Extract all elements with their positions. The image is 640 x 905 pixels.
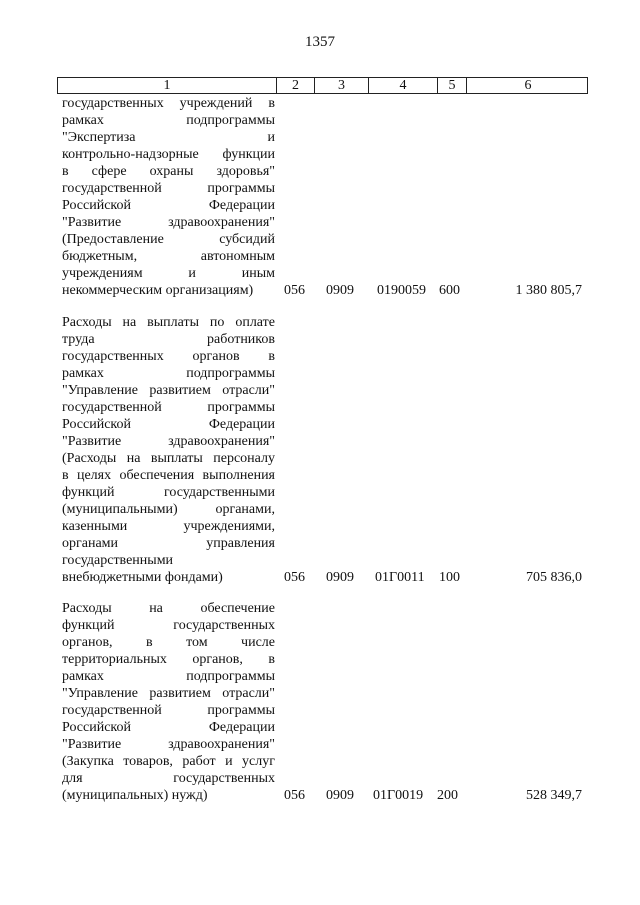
row-2-line: внебюджетными фондами) [62, 570, 223, 585]
row-2-line: органами управления [62, 536, 275, 551]
row-2-line: рамках подпрограммы [62, 366, 275, 381]
row-3-line: (муниципальных) нужд) [62, 788, 208, 803]
row-1-col-5: 600 [439, 283, 460, 298]
row-2-line: в целях обеспечения выполнения [62, 468, 275, 483]
row-1-col-6: 1 380 805,7 [515, 283, 582, 298]
row-1-col-2: 056 [284, 283, 305, 298]
row-3-col-2: 056 [284, 788, 305, 803]
row-1-line: "Развитие здравоохранения" [62, 215, 275, 230]
row-2-col-4: 01Г0011 [375, 570, 425, 585]
page-number: 1357 [305, 34, 335, 50]
header-col-4: 4 [368, 78, 437, 93]
row-1-col-4: 0190059 [377, 283, 426, 298]
row-1-description [62, 95, 275, 299]
row-2-line: (муниципальными) органами, [62, 502, 275, 517]
row-3-line: Расходы на обеспечение [62, 601, 275, 616]
row-2-col-3: 0909 [326, 570, 354, 585]
row-1-col-3: 0909 [326, 283, 354, 298]
row-3-col-6: 528 349,7 [526, 788, 582, 803]
row-3-col-3: 0909 [326, 788, 354, 803]
row-1-line: (Предоставление субсидий [62, 232, 275, 247]
row-2-line: "Развитие здравоохранения" [62, 434, 275, 449]
row-1-line: некоммерческим организациям) [62, 283, 254, 298]
row-3-line: для государственных [62, 771, 275, 786]
row-2-line: функций государственными [62, 485, 275, 500]
row-2-col-2: 056 [284, 570, 305, 585]
header-col-1: 1 [163, 78, 171, 93]
row-3-line: Российской Федерации [62, 720, 275, 735]
row-2-line: Расходы на выплаты по оплате [62, 315, 275, 330]
row-3-line: государственной программы [62, 703, 275, 718]
row-3-line: органов, в том числе [62, 635, 275, 650]
row-3-line: "Развитие здравоохранения" [62, 737, 275, 752]
row-2-description [62, 314, 275, 586]
row-3-line: "Управление развитием отрасли" [62, 686, 275, 701]
row-3-line: (Закупка товаров, работ и услуг [62, 754, 275, 769]
row-3-description [62, 600, 275, 804]
table-header [57, 77, 588, 94]
row-2-line: государственными [62, 553, 174, 568]
row-2-col-6: 705 836,0 [526, 570, 582, 585]
row-2-line: труда работников [62, 332, 275, 347]
row-1-line: "Экспертиза и [62, 130, 275, 145]
row-2-line: Российской Федерации [62, 417, 275, 432]
row-1-line: в сфере охраны здоровья" [62, 164, 275, 179]
row-2-line: (Расходы на выплаты персоналу [62, 451, 275, 466]
header-col-6: 6 [466, 78, 589, 93]
header-col-3: 3 [314, 78, 368, 93]
row-2-col-5: 100 [439, 570, 460, 585]
row-3-col-5: 200 [437, 788, 458, 803]
row-1-line: Российской Федерации [62, 198, 275, 213]
row-3-col-4: 01Г0019 [373, 788, 424, 803]
row-1-line: государственной программы [62, 181, 275, 196]
row-2-line: казенными учреждениями, [62, 519, 275, 534]
row-2-line: "Управление развитием отрасли" [62, 383, 275, 398]
header-col-2: 2 [276, 78, 314, 93]
row-1-line: рамках подпрограммы [62, 113, 275, 128]
row-1-line: учреждениям и иным [62, 266, 275, 281]
row-2-line: государственных органов в [62, 349, 275, 364]
row-1-line: государственных учреждений в [62, 96, 275, 111]
row-1-line: контрольно-надзорные функции [62, 147, 275, 162]
row-2-line: государственной программы [62, 400, 275, 415]
row-1-line: бюджетным, автономным [62, 249, 275, 264]
row-3-line: рамках подпрограммы [62, 669, 275, 684]
row-3-line: территориальных органов, в [62, 652, 275, 667]
row-3-line: функций государственных [62, 618, 275, 633]
header-col-5: 5 [437, 78, 466, 93]
